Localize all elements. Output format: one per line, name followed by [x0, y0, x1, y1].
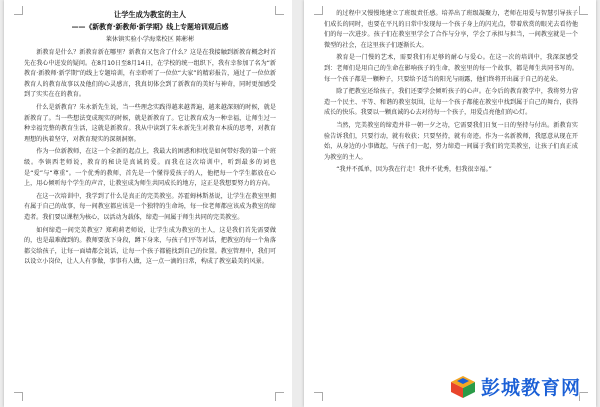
body-paragraph: 教育是一门慢的艺术，需要我们有足够的耐心与爱心。在这一次的培训中，我深深感受到：老师们是用自己的生命在影响孩子的生命，教室里的每一个故事，都是师生共同书写的。每一个孩子都是一颗种子，只要给予适当的阳光与雨露，他们终将开出属于自己的花朵。 [324, 54, 578, 83]
page-margin-corner [14, 6, 23, 15]
page-margin-corner [314, 6, 323, 15]
body-paragraph: 在这一次培训中，我学到了什么是真正的完美教室。苏霍姆林斯基说，让学生在教室里拥有属于自己的故事，每一间教室都应该是一个独特的生命场，每一位老师都应该成为教室的缔造者。我们要以课程为核心，以活动为载体，缔造一间属于师生共同的完美教室。 [24, 192, 276, 221]
page-margin-corner [275, 6, 284, 15]
document-page-left [4, 0, 292, 407]
document-subtitle: ——《新教育·新教师·新学期》线上专题培训观后感 [71, 23, 229, 31]
closing-quote: “我并不孤单，因为我在行走！我并不优秀，但我很幸福。” [336, 166, 492, 174]
body-paragraph: 如何缔造一间完美教室？郑莉莉老师说，让学生成为教室的主人，这是我们首先需要做的，也是最难做到的。教师要放下身段，蹲下身来，与孩子们平等对话，把教室的每一个角落都交给孩子，让每一面墙都会说话，让每一个孩子都能找到自己的位置。教室管理中，我们可以设立小岗位，让人人有事做，事事有人做，这一点一滴的日常，构成了教室最美的风景。 [24, 226, 276, 266]
body-paragraph: 新教育是什么？新教育新在哪里？新教育又包含了什么？这是在我接触到新教育概念时首先在我心中迸发的疑问。在8月10日至8月14日，在学校的统一组织下，我有幸参加了名为“新教育·新教师·新学期”的线上专题培训，有幸聆听了一位位“大家”的精彩报告，通过了一位位新教育人的教育故事以及他们的心灵感言，我真切体会到了新教育的美好与神奇，同时更加感受到了实实在在的教育。 [24, 49, 276, 99]
body-paragraph: 的过程中又慢慢地建立了班级责任感。培养出了班级凝聚力，老师在用爱与智慧引导孩子们成长的同时，也要在平凡的日常中发现每一个孩子身上的闪光点，带着欣赏的眼光去看待他们的每一次进步。孩子们在教室里学会了合作与分享，学会了承担与担当，一间教室就是一个微型的社会，在这里孩子们逐渐长大。 [324, 10, 578, 49]
site-watermark-logo [449, 367, 599, 405]
body-paragraph: 什么是新教育？朱永新先生说，当一些理念实践得越来越普遍，越来越深刻的时候，就是新教育了。当一些想法变成现实的时候，就是新教育了。它让教育成为一种幸福，让师生过一种幸福完整的教育生活，这就是新教育。我从中读到了朱永新先生对教育本质的思考，对教育理想的执着坚守，对教育现实的深刻洞察。 [24, 103, 276, 143]
page-margin-corner [579, 6, 588, 15]
body-paragraph: 除了把教室还给孩子，我们还要学会倾听孩子的心声。在今后的教育教学中，我将努力营造一个民主、平等、和谐的教室氛围，让每一个孩子都能在教室中找到属于自己的舞台，获得成长的快乐。我要以一颗真诚的心去对待每一个孩子，用爱点亮他们的心灯。 [324, 88, 578, 117]
page-margin-corner [14, 392, 23, 401]
document-page-right [304, 0, 596, 407]
book-logo-icon [449, 372, 477, 400]
page-margin-corner [314, 392, 323, 401]
document-title: 让学生成为教室的主人 [114, 10, 186, 19]
document-author: 莱休镇实验小学海棠校区 陈彬彬 [105, 36, 195, 43]
page-gap [292, 0, 304, 407]
watermark-text: 彭城教育网 [481, 376, 582, 399]
body-paragraph: 作为一位新教师，在这一个全新的起点上，我最大的困惑和担忧是如何带好我的第一个班级。李镇西老师说，教育的秘诀是真诚的爱。而我在这次培训中，听到最多的词也是“爱”与“尊重”。一个优秀的教师，首先是一个懂得爱孩子的人，他把每一个学生都放在心上，用心倾听每个学生的声音，让教室成为师生共同成长的地方，这正是我想要努力的方向。 [24, 148, 276, 188]
page-margin-corner [275, 392, 284, 401]
body-paragraph: 当然，完美教室的缔造并非一朝一夕之功，它需要我们日复一日的坚持与付出。新教育实验告诉我们，只要行动，就有收获；只要坚持，就有奇迹。作为一名新教师，我愿意从现在开始，从身边的小事做起，与孩子们一起，努力缔造一间属于我们的完美教室，让孩子们真正成为教室的主人。 [324, 121, 578, 161]
